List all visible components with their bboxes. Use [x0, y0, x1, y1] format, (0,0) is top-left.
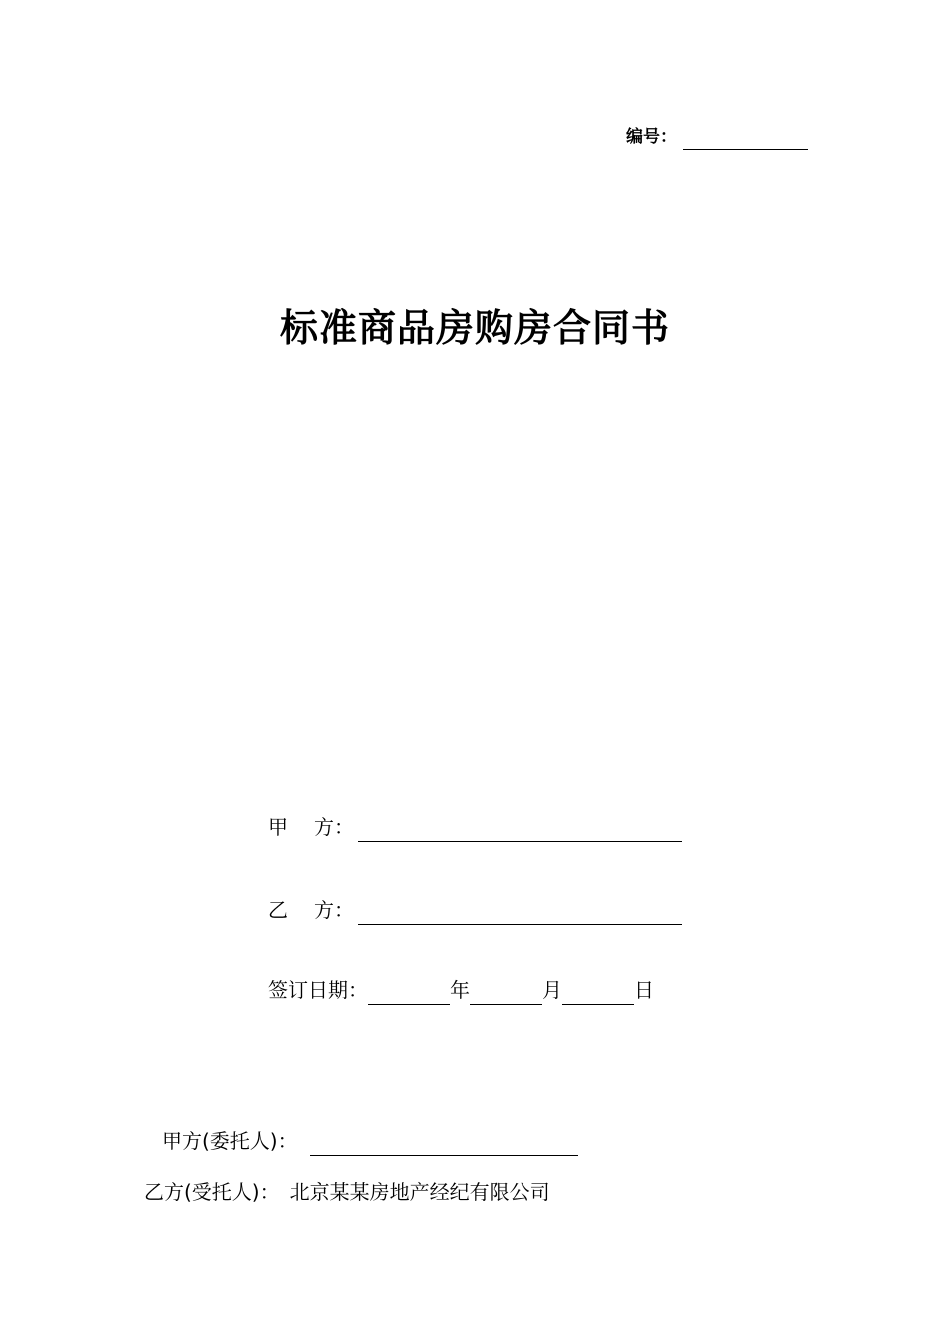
- party-b-label-char2: 方：: [314, 898, 354, 922]
- sign-day-field[interactable]: [562, 984, 634, 1005]
- agent-label: 乙方(受托人)：: [144, 1180, 280, 1204]
- client-label: 甲方(委托人)：: [162, 1129, 298, 1153]
- sign-date-label: 签订日期：: [268, 978, 368, 1002]
- party-b-label-char1: 乙: [268, 898, 288, 922]
- day-label: 日: [634, 978, 654, 1002]
- sign-year-field[interactable]: [368, 984, 450, 1005]
- document-number-label: 编号：: [626, 127, 677, 147]
- party-b-row: [268, 895, 682, 925]
- agent-name: 北京某某房地产经纪有限公司: [289, 1180, 550, 1204]
- party-a-label-char2: 方：: [314, 815, 354, 839]
- page-title: 标准商品房购房合同书: [279, 305, 670, 350]
- party-a-row: [268, 812, 682, 842]
- month-label: 月: [542, 978, 562, 1002]
- sign-date-row: [268, 975, 654, 1005]
- party-a-label-char1: 甲: [268, 815, 288, 839]
- party-a-field[interactable]: [358, 821, 682, 842]
- party-b-field[interactable]: [358, 904, 682, 925]
- client-field[interactable]: [310, 1135, 578, 1156]
- agent-row: [144, 1177, 550, 1207]
- document-number-field[interactable]: [683, 129, 808, 150]
- client-row: [162, 1126, 578, 1156]
- sign-month-field[interactable]: [470, 984, 542, 1005]
- document-number: [626, 124, 808, 150]
- year-label: 年: [450, 978, 470, 1002]
